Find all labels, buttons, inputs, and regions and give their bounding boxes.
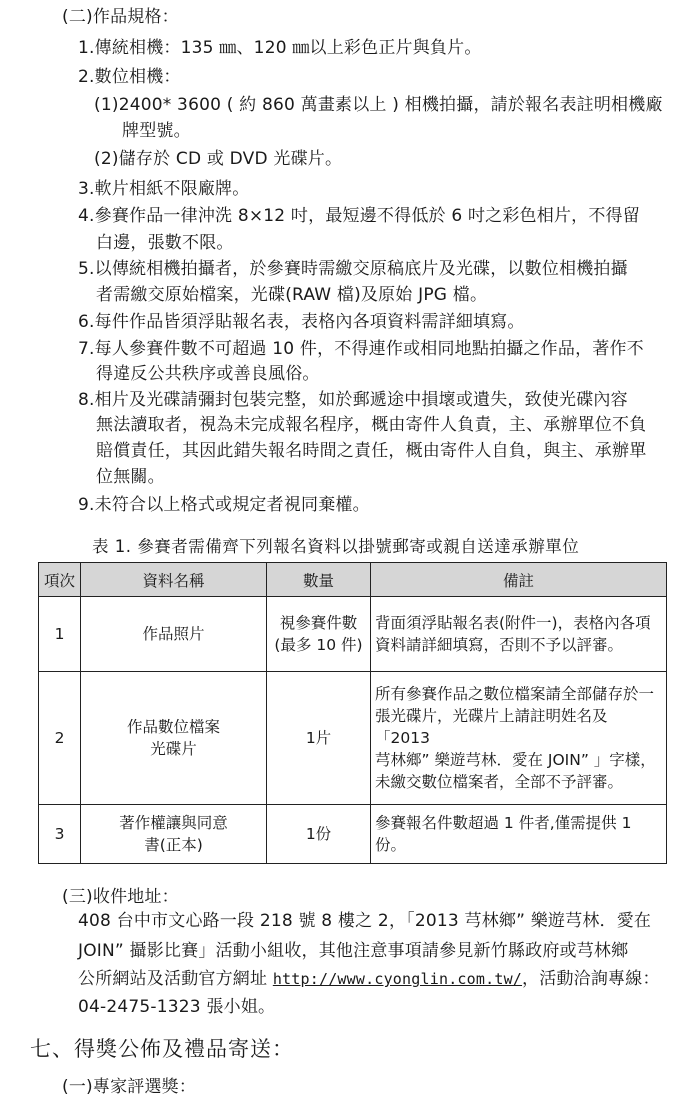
- spec-item-5-cont: 者需繳交原始檔案，光碟(RAW 檔)及原始 JPG 檔。: [96, 285, 488, 305]
- row-quantity: 1份: [267, 805, 371, 864]
- spec-item-1: 1.傳統相機：135 ㎜、120 ㎜以上彩色正片與負片。: [78, 38, 482, 58]
- header-item-no: 項次: [39, 563, 81, 597]
- header-doc-name: 資料名稱: [81, 563, 267, 597]
- row-doc-name: 作品數位檔案 光碟片: [81, 672, 267, 805]
- registration-table: [38, 562, 667, 864]
- address-line-4: 04-2475-1323 張小姐。: [78, 997, 276, 1017]
- address-line-2: JOIN” 攝影比賽」活動小組收，其他注意事項請參見新竹縣政府或芎林鄉: [78, 941, 629, 961]
- row-quantity: 視參賽件數 (最多 10 件): [267, 597, 371, 672]
- spec-item-4: 4.參賽作品一律沖洗 8×12 吋，最短邊不得低於 6 吋之彩色相片，不得留: [78, 206, 640, 226]
- official-website-link[interactable]: http://www.cyonglin.com.tw/: [272, 970, 523, 988]
- spec-item-5: 5.以傳統相機拍攝者，於參賽時需繳交原稿底片及光碟，以數位相機拍攝: [78, 259, 628, 279]
- table-header-row: [39, 563, 667, 597]
- spec-item-8-cont2: 賠償責任，其因此錯失報名時間之責任，概由寄件人自負，與主、承辦單: [96, 441, 647, 461]
- spec-item-9: 9.未符合以上格式或規定者視同棄權。: [78, 495, 370, 515]
- row-quantity: 1片: [267, 672, 371, 805]
- spec-item-2-1: (1)2400* 3600 ( 約 860 萬畫素以上 ) 相機拍攝，請於報名表註明相機廠: [94, 95, 663, 115]
- table-caption: 表 1. 參賽者需備齊下列報名資料以掛號郵寄或親自送達承辦單位: [92, 537, 580, 556]
- section-7-heading: 七、得獎公佈及禮品寄送：: [30, 1037, 294, 1061]
- row-doc-name: 作品照片: [81, 597, 267, 672]
- spec-item-3: 3.軟片相紙不限廠牌。: [78, 179, 250, 199]
- row-number: 1: [39, 597, 81, 672]
- spec-item-7-cont: 得違反公共秩序或善良風俗。: [96, 364, 320, 384]
- spec-item-2-2: (2)儲存於 CD 或 DVD 光碟片。: [94, 149, 343, 169]
- spec-item-7: 7.每人參賽件數不可超過 10 件，不得連作或相同地點拍攝之作品，著作不: [78, 339, 644, 359]
- spec-item-2-1-cont: 牌型號。: [122, 121, 191, 141]
- row-remarks: 所有參賽作品之數位檔案請全部儲存於一 張光碟片，光碟片上請註明姓名及「2013 芎林鄉” 樂遊芎林．愛在 JOIN” 」字樣， 未繳交數位檔案者，全部不予評審。: [371, 672, 667, 805]
- address-line-1: 408 台中市文心路一段 218 號 8 樓之 2，「2013 芎林鄉” 樂遊芎林．愛在: [78, 911, 652, 931]
- spec-item-8: 8.相片及光碟請彌封包裝完整，如於郵遞途中損壞或遺失，致使光碟內容: [78, 390, 628, 410]
- header-remarks: 備註: [371, 563, 667, 597]
- table-row: [39, 597, 667, 672]
- row-doc-name: 著作權讓與同意 書(正本): [81, 805, 267, 864]
- address-line-3: 公所網站及活動官方網址 http://www.cyonglin.com.tw/，活動洽詢專線：: [78, 969, 660, 989]
- row-number: 3: [39, 805, 81, 864]
- spec-item-4-cont: 白邊，張數不限。: [96, 233, 234, 253]
- spec-item-8-cont: 無法讀取者，視為未完成報名程序，概由寄件人負責，主、承辦單位不負: [96, 415, 647, 435]
- section-7-sub-1: (一)專家評選獎：: [62, 1077, 197, 1097]
- spec-item-8-cont3: 位無關。: [96, 467, 165, 487]
- section-2-heading: (二)作品規格：: [62, 7, 179, 27]
- row-remarks: 參賽報名件數超過 1 件者,僅需提供 1 份。: [371, 805, 667, 864]
- spec-item-2: 2.數位相機：: [78, 67, 181, 87]
- row-number: 2: [39, 672, 81, 805]
- table-row: [39, 672, 667, 805]
- row-remarks: 背面須浮貼報名表(附件一)，表格內各項 資料請詳細填寫，否則不予以評審。: [371, 597, 667, 672]
- spec-item-6: 6.每件作品皆須浮貼報名表，表格內各項資料需詳細填寫。: [78, 312, 525, 332]
- header-quantity: 數量: [267, 563, 371, 597]
- section-3-heading: (三)收件地址：: [62, 887, 179, 907]
- table-row: [39, 805, 667, 864]
